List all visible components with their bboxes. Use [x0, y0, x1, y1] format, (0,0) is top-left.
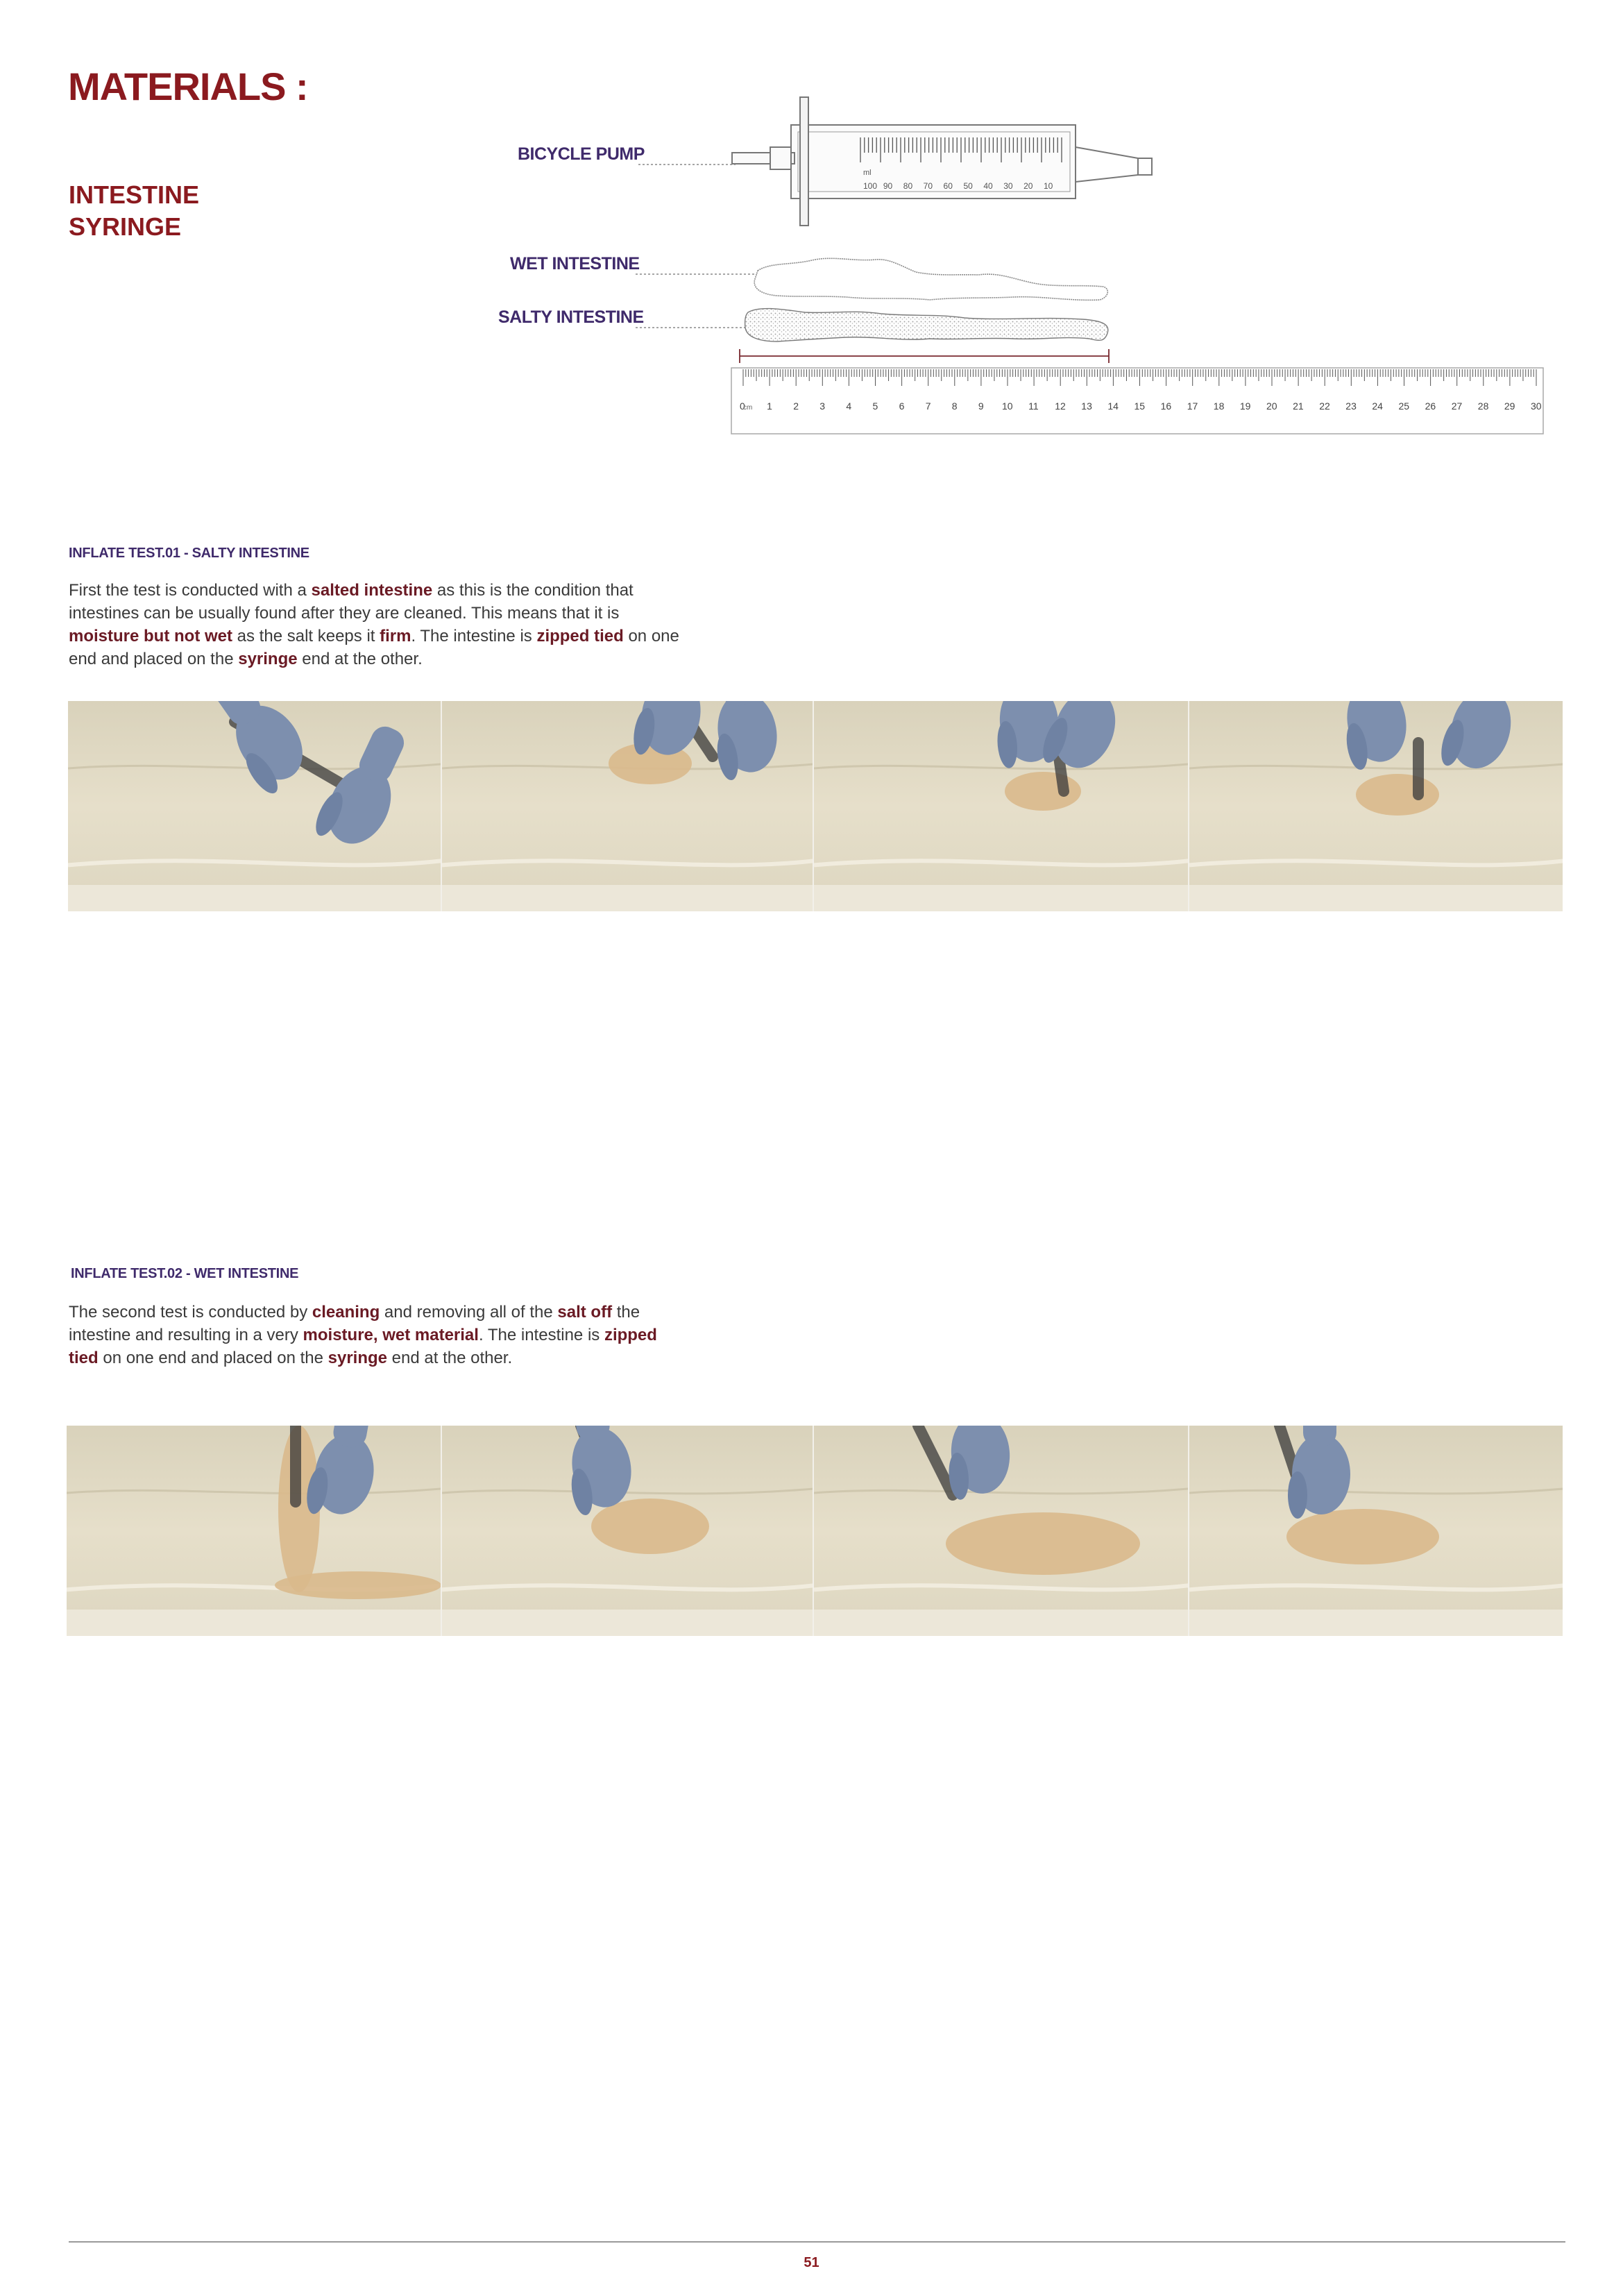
intestine-shape	[275, 1571, 441, 1599]
syringe-scale-label: 50	[963, 181, 973, 191]
intestine-shape	[1356, 774, 1439, 816]
photo-illustration	[1189, 1426, 1563, 1636]
ruler-label: 24	[1372, 400, 1383, 412]
ruler-label: 26	[1425, 400, 1436, 412]
ruler-label: 30	[1531, 400, 1542, 412]
ruler-label: 8	[951, 400, 958, 412]
material-item-syringe: SYRINGE	[69, 212, 182, 241]
ruler-label: 11	[1028, 400, 1039, 412]
test-2-highlight-1: cleaning	[312, 1303, 380, 1322]
ruler-label: 18	[1213, 400, 1225, 412]
test-1-heading: INFLATE TEST.01 - SALTY INTESTINE	[69, 546, 309, 561]
syringe-scale-label: 40	[983, 181, 993, 191]
test-1-text-10: end at the other.	[297, 650, 423, 668]
fabric-background	[67, 1426, 441, 1636]
test-2-description	[69, 1301, 679, 1369]
photo-illustration	[442, 701, 814, 911]
page-number: 51	[804, 2255, 819, 2270]
ruler-label: 9	[978, 400, 984, 412]
test-1-highlight-7: zipped tied	[536, 627, 624, 645]
ruler-label: 28	[1477, 400, 1489, 412]
ruler-label: 15	[1134, 400, 1146, 412]
label-bicycle-pump: BICYCLE PUMP	[518, 144, 645, 164]
intestine-shape	[1286, 1509, 1439, 1564]
test-1-text-2: as this is the condition that intestines can be usually found after they are cleaned. This means that it is	[69, 581, 634, 623]
test-1-highlight-9: syringe	[238, 650, 298, 668]
test-2-text-8: on one end and placed on the	[98, 1349, 328, 1367]
test-1-highlight-5: firm	[380, 627, 411, 645]
ruler-label: 10	[1002, 400, 1013, 412]
test-2-photo-2	[442, 1426, 815, 1636]
photo-illustration	[68, 701, 441, 911]
ruler-unit: cm	[743, 404, 753, 412]
test-2-text-6: . The intestine is	[478, 1326, 604, 1344]
test-2-heading: INFLATE TEST.02 - WET INTESTINE	[71, 1266, 299, 1281]
syringe-scale-label: 10	[1044, 181, 1053, 191]
test-2-photo-3	[814, 1426, 1189, 1636]
test-1-photo-4	[1189, 701, 1563, 911]
ruler-label: 17	[1187, 400, 1198, 412]
test-1-text-4: as the salt keeps it	[232, 627, 380, 645]
label-salty-intestine: SALTY INTESTINE	[498, 307, 644, 327]
ruler-label: 1	[767, 400, 772, 412]
ruler-label: 13	[1081, 400, 1092, 412]
salty-intestine-shape	[745, 309, 1108, 341]
test-1-photo-1	[68, 701, 442, 911]
intestine-shape	[1005, 772, 1081, 811]
ruler-label: 16	[1160, 400, 1172, 412]
ruler-label: 4	[846, 400, 852, 412]
wet-intestine-outline	[754, 258, 1107, 300]
syringe-unit: ml	[863, 169, 872, 177]
syringe-scale-label: 90	[883, 181, 893, 191]
syringe-scale-label: 20	[1023, 181, 1033, 191]
syringe-scale-label: 100	[863, 181, 878, 191]
syringe-scale-label: 60	[943, 181, 953, 191]
ruler-label: 29	[1504, 400, 1515, 412]
syringe-scale-label: 70	[923, 181, 933, 191]
ruler-label: 5	[872, 400, 878, 412]
ruler-label: 21	[1293, 400, 1304, 412]
test-2-highlight-3: salt off	[557, 1303, 613, 1322]
test-1-text-8: on one end and placed on the	[69, 627, 679, 668]
ruler-label: 3	[819, 400, 826, 412]
test-2-highlight-9: syringe	[328, 1349, 387, 1367]
ruler-label: 12	[1055, 400, 1066, 412]
test-1-photo-strip	[68, 701, 1563, 911]
length-dimension	[740, 349, 1109, 363]
ruler-label: 20	[1266, 400, 1277, 412]
footer-rule	[69, 2241, 1565, 2243]
test-1-text-0: First the test is conducted with a	[69, 581, 312, 600]
materials-diagram	[0, 0, 1623, 486]
test-2-highlight-7: zipped tied	[69, 1326, 657, 1367]
syringe-drawing	[732, 97, 1152, 226]
test-1-highlight-1: salted intestine	[311, 581, 433, 600]
test-1-photo-3	[814, 701, 1189, 911]
test-2-text-4: the intestine and resulting in a very	[69, 1303, 640, 1344]
test-2-text-10: end at the other.	[387, 1349, 513, 1367]
photo-illustration	[1189, 701, 1563, 911]
page-title: MATERIALS :	[68, 65, 308, 108]
test-1-highlight-3: moisture but not wet	[69, 627, 232, 645]
intestine-shape	[946, 1512, 1140, 1575]
syringe-scale-label: 30	[1003, 181, 1013, 191]
ruler-label: 19	[1239, 400, 1251, 412]
test-2-text-0: The second test is conducted by	[69, 1303, 312, 1322]
ruler-label: 2	[793, 400, 799, 412]
test-2-text-2: and removing all of the	[380, 1303, 558, 1322]
photo-illustration	[814, 1426, 1189, 1636]
ruler-label: 7	[925, 400, 931, 412]
test-2-photo-4	[1189, 1426, 1563, 1636]
ruler-label: 25	[1398, 400, 1410, 412]
photo-illustration	[442, 1426, 814, 1636]
test-1-photo-2	[442, 701, 815, 911]
ruler-label-zero: 0	[740, 400, 745, 412]
ruler-label: 6	[899, 400, 905, 412]
photo-illustration	[67, 1426, 441, 1636]
ruler-label: 23	[1345, 400, 1357, 412]
ruler-label: 14	[1107, 400, 1119, 412]
syringe-scale-label: 80	[903, 181, 913, 191]
ruler	[731, 368, 1543, 434]
test-2-photo-1	[67, 1426, 442, 1636]
test-1-description	[69, 579, 679, 670]
photo-illustration	[814, 701, 1189, 911]
ruler-label: 27	[1451, 400, 1463, 412]
material-item-intestine: INTESTINE	[69, 180, 200, 209]
label-wet-intestine: WET INTESTINE	[510, 254, 640, 273]
test-2-highlight-5: moisture, wet material	[303, 1326, 479, 1344]
ruler-label: 22	[1319, 400, 1330, 412]
test-1-text-6: . The intestine is	[411, 627, 537, 645]
test-2-photo-strip	[67, 1426, 1563, 1636]
